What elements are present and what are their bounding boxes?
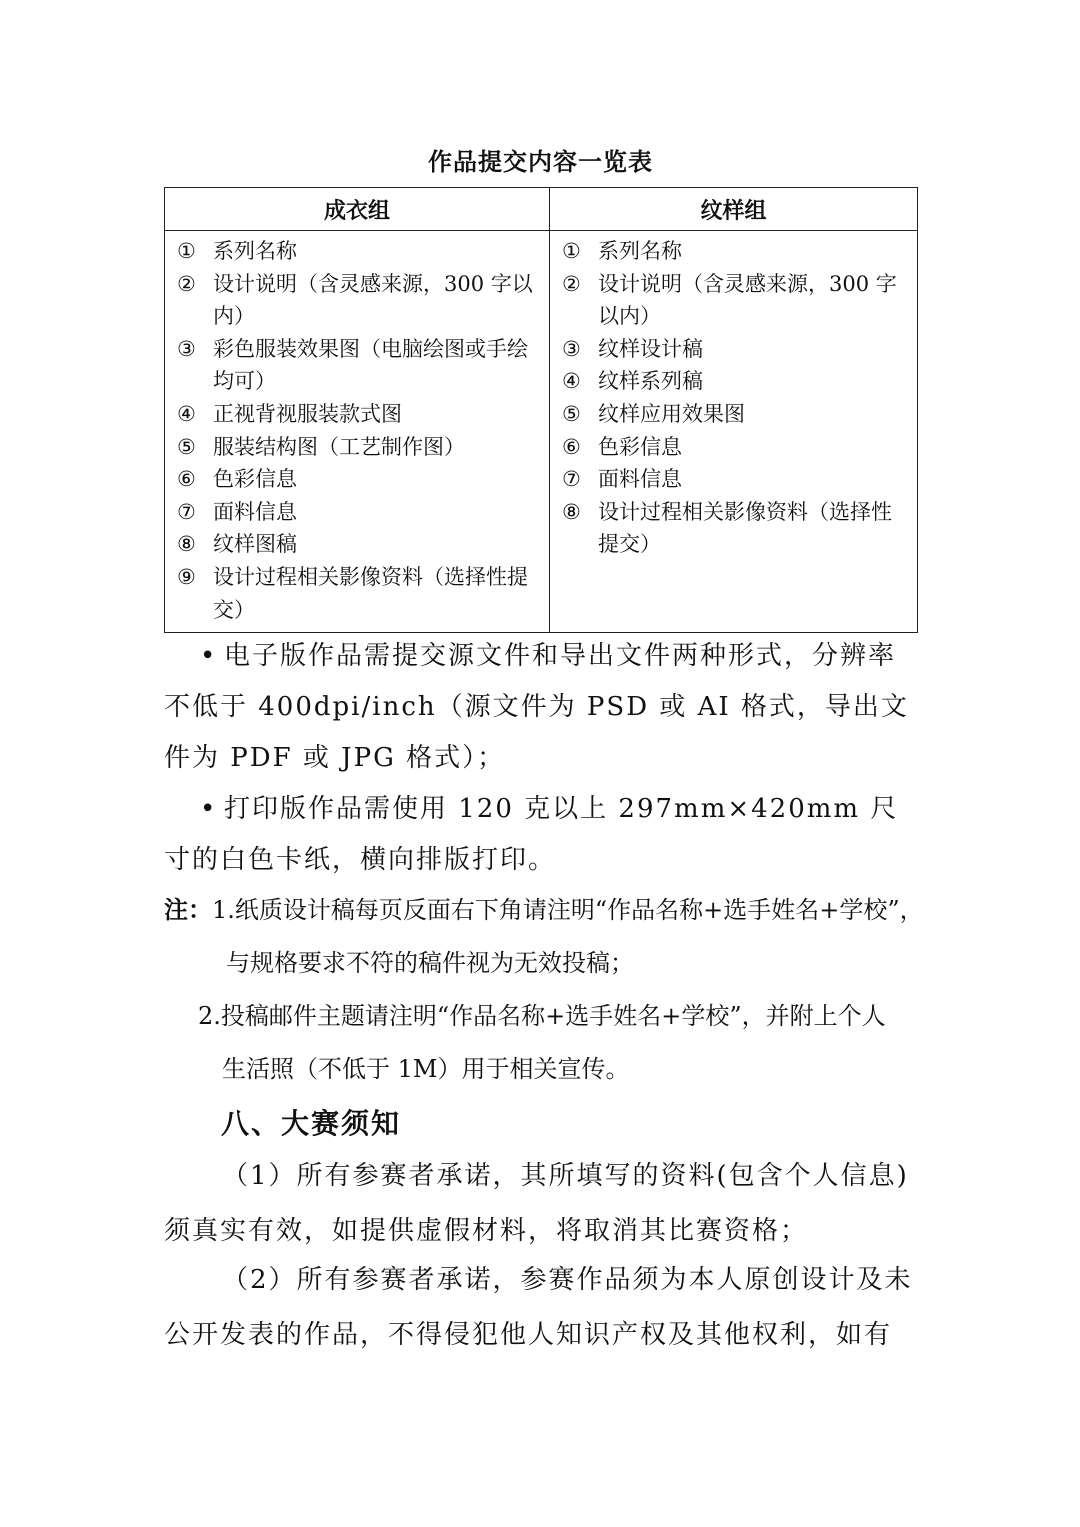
item-number: ③ [177,336,196,361]
list-item [562,398,909,431]
list-item [177,528,541,561]
item-number: ④ [562,369,581,394]
item-number: ① [177,239,196,263]
column-header-garment: 成衣组 [165,188,550,231]
item-number: ③ [562,336,581,361]
list-item [562,431,909,464]
list-item [177,431,541,464]
list-item [562,235,909,268]
list-item [562,268,909,333]
rule-paragraph: （1）所有参赛者承诺，其所填写的资料(包含个人信息)须真实有效，如提供虚假材料，将取消其比赛资格； [164,1161,909,1246]
item-number: ⑦ [562,467,581,492]
item-text: 色彩信息 [598,434,682,459]
item-number: ② [177,271,196,296]
item-text: 设计过程相关影像资料（选择性提交） [213,564,528,622]
item-number: ② [562,271,581,296]
item-number: ⑤ [562,401,581,426]
column-header-pattern: 纹样组 [550,188,918,231]
item-number: ① [562,239,581,263]
item-text: 彩色服装效果图（电脑绘图或手绘均可） [213,336,528,394]
item-text: 面料信息 [598,467,682,492]
list-item [562,496,909,561]
list-item [562,463,909,496]
garment-items-cell [165,231,550,633]
item-text: 系列名称 [598,239,682,263]
list-item [177,496,541,529]
item-number: ⑨ [177,564,196,589]
note-line [164,883,924,937]
item-text: 纹样设计稿 [598,336,703,361]
list-item [177,463,541,496]
item-text: 设计说明（含灵感来源，300 字以内） [213,271,533,329]
pattern-items-cell [550,231,918,633]
item-text: 纹样图稿 [213,532,297,557]
item-number: ⑤ [177,434,196,459]
rule-paragraph: （2）所有参赛者承诺，参赛作品须为本人原创设计及未公开发表的作品，不得侵犯他人知识产权及其他权利，如有 [164,1265,913,1350]
item-text: 面料信息 [213,499,297,524]
item-text: 系列名称 [213,239,297,263]
submission-content-table [164,187,918,633]
note-line: 2.投稿邮件主题请注明“作品名称+选手姓名+学校”，并附上个人 [198,1002,886,1030]
bullet-icon: • [200,641,218,671]
item-number: ⑦ [177,499,196,524]
item-number: ④ [177,401,196,426]
list-item [177,398,541,431]
list-item [177,235,541,268]
bullet-text: 打印版作品需使用 120 克以上 297mm×420mm 尺寸的白色卡纸，横向排版打印。 [164,794,899,875]
notes-block [164,883,924,1096]
item-text: 设计过程相关影像资料（选择性提交） [598,499,892,557]
item-text: 正视背视服装款式图 [213,401,402,426]
item-text: 色彩信息 [213,467,297,492]
list-item [562,333,909,366]
item-number: ⑥ [177,467,196,492]
item-text: 纹样系列稿 [598,369,703,394]
item-number: ⑥ [562,434,581,459]
item-number: ⑧ [562,499,581,524]
bullet-icon: • [200,794,218,824]
bullet-print-version [164,784,917,886]
section-heading: 八、大赛须知 [221,1107,402,1140]
list-item [177,268,541,333]
note-line: 与规格要求不符的稿件视为无效投稿； [226,949,634,977]
note-line: 生活照（不低于 1M）用于相关宣传。 [222,1055,630,1083]
table-title: 作品提交内容一览表 [428,147,653,176]
note-label: 注： [164,895,212,924]
item-text: 服装结构图（工艺制作图） [213,434,465,459]
list-item [562,365,909,398]
list-item [177,561,541,626]
bullet-text: 电子版作品需提交源文件和导出文件两种形式，分辨率不低于 400dpi/inch（源文件为 PSD 或 AI 格式，导出文件为 PDF 或 JPG 格式）； [164,641,909,773]
bullet-electronic-version [164,631,917,784]
list-item [177,333,541,398]
item-number: ⑧ [177,532,196,557]
item-text: 纹样应用效果图 [598,401,745,426]
item-text: 设计说明（含灵感来源，300 字以内） [598,271,897,329]
note-text: 1.纸质设计稿每页反面右下角请注明“作品名称+选手姓名+学校”， [212,896,924,924]
